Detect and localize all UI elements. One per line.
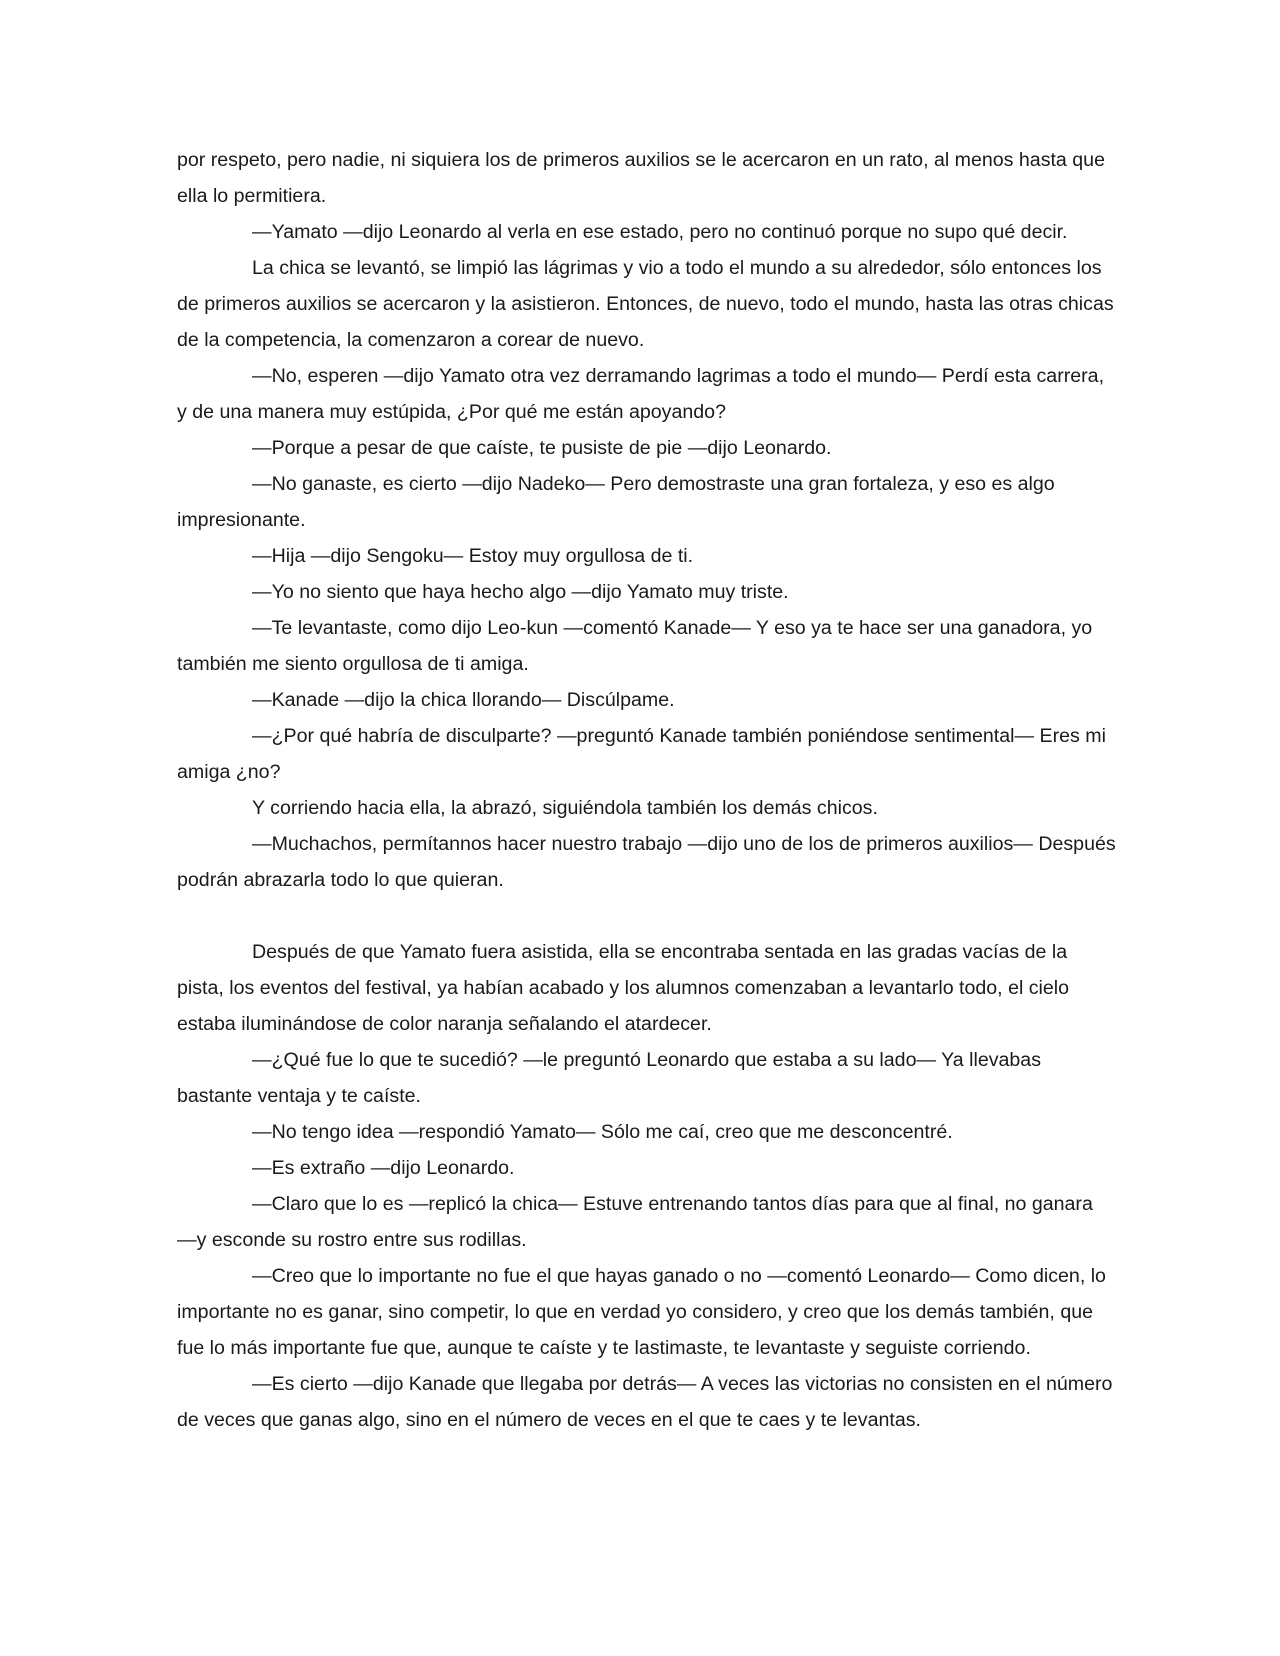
paragraph: —Yo no siento que haya hecho algo —dijo Yamato muy triste. [252, 581, 789, 603]
paragraph: —Es cierto —dijo Kanade que llegaba por detrás— A veces las victorias no consisten en el número de veces que ganas algo, sino en el número de veces en el que te caes y te levantas. [177, 1373, 1113, 1431]
section-break [177, 898, 1117, 934]
paragraph: —Claro que lo es —replicó la chica— Estuve entrenando tantos días para que al final, no ganara —y esconde su rostro entre sus rodillas. [177, 1193, 1093, 1251]
paragraph: —No, esperen —dijo Yamato otra vez derramando lagrimas a todo el mundo— Perdí esta carrera, y de una manera muy estúpida, ¿Por qué me están apoyando? [177, 365, 1105, 423]
paragraph: —¿Qué fue lo que te sucedió? —le preguntó Leonardo que estaba a su lado— Ya llevabas bastante ventaja y te caíste. [177, 1049, 1042, 1107]
paragraph: —No tengo idea —respondió Yamato— Sólo me caí, creo que me desconcentré. [252, 1121, 953, 1143]
paragraph: —Creo que lo importante no fue el que hayas ganado o no —comentó Leonardo— Como dicen, lo importante no es ganar, sino competir, lo que en verdad yo considero, y creo que los demás también, que fue lo más importante fue que, aunque te caíste y te lastimaste, te levantaste y seguiste corriendo. [177, 1265, 1106, 1359]
paragraph: La chica se levantó, se limpió las lágrimas y vio a todo el mundo a su alrededor, sólo entonces los de primeros auxilios se acercaron y la asistieron. Entonces, de nuevo, todo el mundo, hasta las otras chicas de la competencia, la comenzaron a corear de nuevo. [177, 257, 1114, 351]
paragraph: por respeto, pero nadie, ni siquiera los de primeros auxilios se le acercaron en un rato, al menos hasta que ella lo permitiera. [177, 149, 1105, 207]
paragraph: —No ganaste, es cierto —dijo Nadeko— Pero demostraste una gran fortaleza, y eso es algo impresionante. [177, 473, 1055, 531]
paragraph: —Yamato —dijo Leonardo al verla en ese estado, pero no continuó porque no supo qué decir. [252, 221, 1068, 243]
paragraph: —Hija —dijo Sengoku— Estoy muy orgullosa de ti. [252, 545, 694, 567]
paragraph: —¿Por qué habría de disculparte? —preguntó Kanade también poniéndose sentimental— Eres mi amiga ¿no? [177, 725, 1106, 783]
document-page [177, 142, 1117, 1438]
paragraph: Después de que Yamato fuera asistida, ella se encontraba sentada en las gradas vacías de la pista, los eventos del festival, ya habían acabado y los alumnos comenzaban a levantarlo todo, el cielo estaba iluminándose de color naranja señalando el atardecer. [177, 941, 1070, 1035]
paragraph: —Kanade —dijo la chica llorando— Discúlpame. [252, 689, 675, 711]
paragraph: —Te levantaste, como dijo Leo-kun —comentó Kanade— Y eso ya te hace ser una ganadora, yo también me siento orgullosa de ti amiga. [177, 617, 1093, 675]
paragraph: Y corriendo hacia ella, la abrazó, siguiéndola también los demás chicos. [252, 797, 878, 819]
paragraph: —Porque a pesar de que caíste, te pusiste de pie —dijo Leonardo. [252, 437, 832, 459]
paragraph: —Es extraño —dijo Leonardo. [252, 1157, 515, 1179]
paragraph: —Muchachos, permítannos hacer nuestro trabajo —dijo uno de los de primeros auxilios— Después podrán abrazarla todo lo que quieran. [177, 833, 1116, 891]
